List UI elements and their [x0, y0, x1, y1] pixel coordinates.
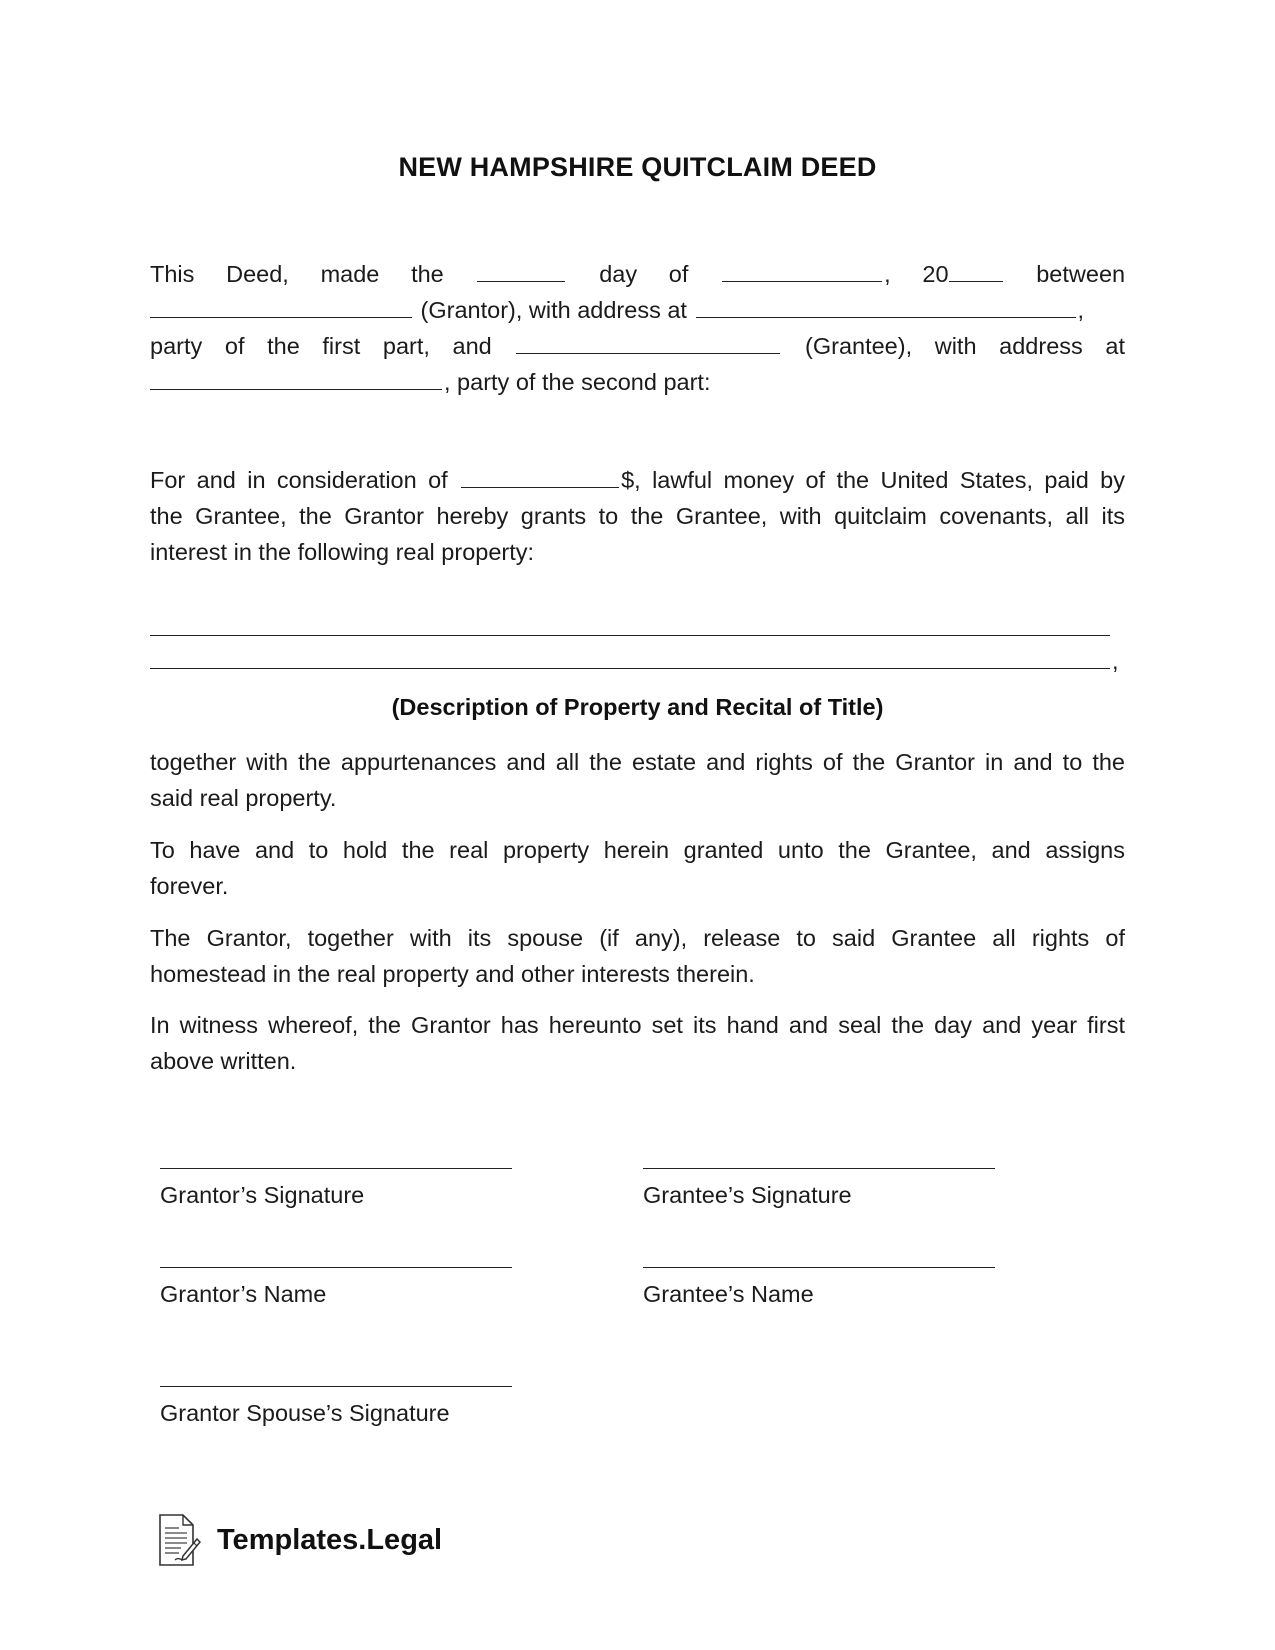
grantee-name-label: Grantee’s Name: [643, 1281, 814, 1307]
amount-blank: [461, 463, 619, 488]
intro-line-1: This Deed, made the day of , 20 between: [150, 256, 1125, 292]
grantor-address-blank: [696, 293, 1076, 318]
day-blank: [477, 257, 565, 282]
witness-paragraph: In witness whereof, the Grantor has hereunto set its hand and seal the day and year first above written.: [150, 1012, 1125, 1074]
property-description-line-1: [150, 610, 1112, 646]
property-description-line-2: ,: [150, 643, 1119, 679]
consideration-line-1: For and in consideration of $, lawful money of the United States, paid by: [150, 462, 1125, 498]
appurtenances-paragraph: together with the appurtenances and all the estate and rights of the Grantor in and to the said real property.: [150, 749, 1125, 811]
grantor-name-line[interactable]: [160, 1267, 512, 1268]
footer-brand: [157, 1512, 442, 1568]
grantor-spouse-signature-label: Grantor Spouse’s Signature: [160, 1400, 450, 1426]
brand-name[interactable]: Templates.Legal: [217, 1523, 443, 1556]
year-blank: [949, 257, 1003, 282]
property-heading: (Description of Property and Recital of Title): [391, 694, 884, 720]
page-title: NEW HAMPSHIRE QUITCLAIM DEED: [398, 152, 877, 182]
grantee-signature-line[interactable]: [643, 1168, 995, 1169]
homestead-paragraph: The Grantor, together with its spouse (if any), release to said Grantee all rights of homestead in the real property and other interests therein.: [150, 925, 1125, 987]
grantee-name-line[interactable]: [643, 1267, 995, 1268]
grantor-name-label: Grantor’s Name: [160, 1281, 327, 1307]
intro-line-2: (Grantor), with address at ,: [150, 292, 1125, 328]
intro-line-3: party of the first part, and (Grantee), with address at: [150, 328, 1125, 364]
consideration-paragraph: [150, 462, 1125, 570]
to-have-paragraph: To have and to hold the real property herein granted unto the Grantee, and assigns forever.: [150, 837, 1125, 899]
consideration-line-3: interest in the following real property:: [150, 539, 535, 565]
grantor-signature-label: Grantor’s Signature: [160, 1182, 365, 1208]
intro-paragraph: [150, 256, 1125, 400]
grantee-address-blank: [150, 365, 442, 390]
consideration-line-2: the Grantee, the Grantor hereby grants to the Grantee, with quitclaim covenants, all its: [150, 503, 1125, 529]
grantor-spouse-signature-line[interactable]: [160, 1386, 512, 1387]
intro-line-4: , party of the second part:: [150, 364, 1125, 400]
month-blank: [722, 257, 882, 282]
document-pen-icon: [157, 1513, 201, 1567]
grantee-name-blank: [516, 329, 780, 354]
grantor-name-blank: [150, 293, 412, 318]
grantor-signature-line[interactable]: [160, 1168, 512, 1169]
grantee-signature-label: Grantee’s Signature: [643, 1182, 852, 1208]
